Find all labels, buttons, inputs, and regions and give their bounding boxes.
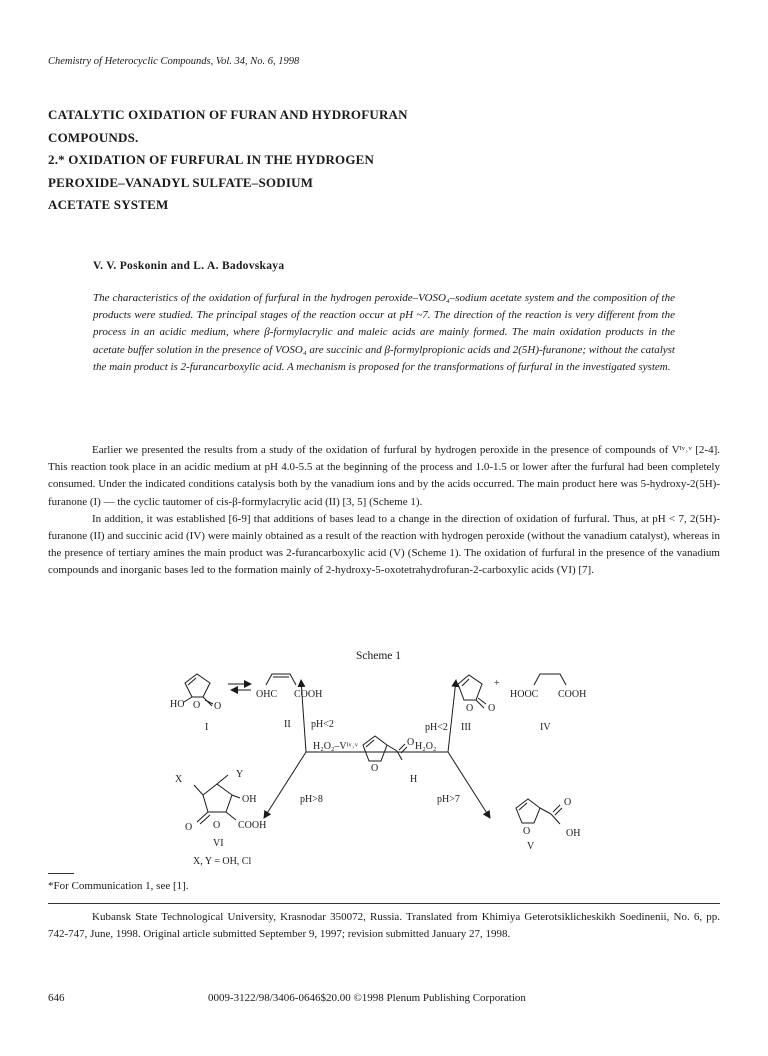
scheme-label: V (527, 841, 535, 852)
scheme-label: H₂O₂ (415, 741, 437, 752)
compound-II-chain (266, 674, 296, 685)
scheme-label: HOOC (510, 689, 539, 700)
footnote: *For Communication 1, see [1]. (48, 880, 189, 892)
scheme-label: H₂O₂–Vᴵᵛ˒ᵛ (313, 741, 358, 752)
scheme-label: COOH (238, 820, 267, 831)
scheme-label: COOH (294, 689, 323, 700)
title-line: PEROXIDE–VANADYL SULFATE–SODIUM (48, 174, 314, 190)
scheme-label: H (410, 774, 418, 785)
scheme-label: O (407, 737, 415, 748)
scheme-label: III (461, 722, 471, 733)
scheme-label: + (494, 678, 500, 689)
compound-I-ring (185, 674, 210, 697)
footnote-rule (48, 873, 74, 874)
title-line: 2.* OXIDATION OF FURFURAL IN THE HYDROGEN (48, 152, 375, 167)
scheme-label: X, Y = OH, Cl (193, 856, 252, 867)
furfural-ring (363, 736, 387, 761)
affiliation-rule (48, 903, 720, 904)
scheme-label: OHC (256, 689, 278, 700)
scheme-label: O (523, 826, 531, 837)
title-line: CATALYTIC OXIDATION OF FURAN AND HYDROFURAN (48, 107, 408, 122)
paragraph: In addition, it was established [6-9] that additions of bases lead to a change in the direction of oxidation of furfural. Thus, at pH < 7, 2(5H)-furanone (II) and succinic acid (IV) were mainly obtained as a result of the reaction with hydrogen peroxide (without the vanadium catalyst), whereas in the presence of tertiary amines the main product was 2-furancarboxylic acid (V) (Scheme 1). The oxidation of furfural in the presence of the vanadium compounds and inorganic bases led to the formation mainly of 2-hydroxy-5-oxotetrahydrofuran-2-carboxylic acids (VI) [7]. (48, 512, 720, 577)
title-line: ACETATE SYSTEM (48, 197, 169, 212)
reaction-scheme (0, 660, 768, 875)
scheme-label: O (371, 763, 379, 774)
affiliation: Kubansk State Technological University, Krasnodar 350072, Russia. Translated from Khimiya Geterotsiklicheskikh Soedinenii, No. 6, pp. 742-747, June, 1998. Original article submitted September 9, 1997; revision submitted January 27, 1998. (48, 911, 720, 940)
arrow-to-V (448, 752, 490, 818)
title-line: COMPOUNDS. (48, 129, 139, 145)
compound-V-ring (516, 799, 540, 823)
scheme-label: Y (236, 769, 244, 780)
scheme-label: pH>7 (437, 794, 460, 805)
compound-III-ring (458, 675, 482, 700)
authors: V. V. Poskonin and L. A. Badovskaya (93, 260, 285, 272)
scheme-label: HO (170, 699, 185, 710)
scheme-label: pH<2 (425, 722, 448, 733)
scheme-label: OH (242, 794, 257, 805)
scheme-title: Scheme 1 (356, 650, 402, 662)
scheme-label: O (185, 822, 193, 833)
scheme-label: O (488, 703, 496, 714)
compound-IV-chain (534, 674, 566, 685)
scheme-label: pH<2 (311, 719, 334, 730)
scheme-label: O (193, 700, 201, 711)
journal-header: Chemistry of Heterocyclic Compounds, Vol. 34, No. 6, 1998 (48, 56, 300, 67)
scheme-label: COOH (558, 689, 587, 700)
arrow-to-VI (264, 752, 306, 818)
article-title (48, 104, 518, 217)
scheme-label: O (214, 701, 222, 712)
page-number: 646 (48, 992, 65, 1004)
scheme-label: O (213, 820, 221, 831)
copyright: 0009-3122/98/3406-0646$20.00 ©1998 Plenum Publishing Corporation (208, 992, 526, 1004)
scheme-label: O (466, 703, 474, 714)
scheme-label: II (284, 719, 291, 730)
scheme-label: pH>8 (300, 794, 323, 805)
arrow-to-III (448, 680, 456, 752)
body-text (48, 442, 720, 580)
scheme-label: O (564, 797, 572, 808)
abstract: The characteristics of the oxidation of furfural in the hydrogen peroxide–VOSO₄–sodium acetate system and the composition of the products were studied. The principal stages of the reaction occur at pH ~7. The direction of the reaction is very different from the process in an acidic medium, where β-formylacrylic and maleic acids are mainly formed. The main oxidation products in the acetate buffer solution in the presence of VOSO₄ are succinic and β-formylpropionic acids and 2(5H)-furanone; without the catalyst the main product is 2-furancarboxylic acid. A mechanism is proposed for the transformations of furfural in the investigated system. (93, 292, 675, 373)
scheme-label: IV (540, 722, 551, 733)
scheme-label: X (175, 774, 183, 785)
paragraph: Earlier we presented the results from a study of the oxidation of furfural by hydrogen peroxide in the presence of compounds of Vᴵᵛ˒ᵛ [2-4]. This reaction took place in an acidic medium at pH 4.0-5.5 at the beginning of the process and 1.0-1.5 or lower after the furfural had been completely consumed. Under the indicated conditions catalysis both by the vanadium ions and by the acids occurred. The main product here was 5-hydroxy-2(5H)-furanone (I) — the cyclic tautomer of cis-β-formylacrylic acid (II) [3, 5] (Scheme 1). (48, 444, 720, 508)
scheme-label: VI (213, 838, 224, 849)
compound-VI-ring (203, 784, 232, 812)
scheme-label: I (205, 722, 209, 733)
scheme-label: OH (566, 828, 581, 839)
